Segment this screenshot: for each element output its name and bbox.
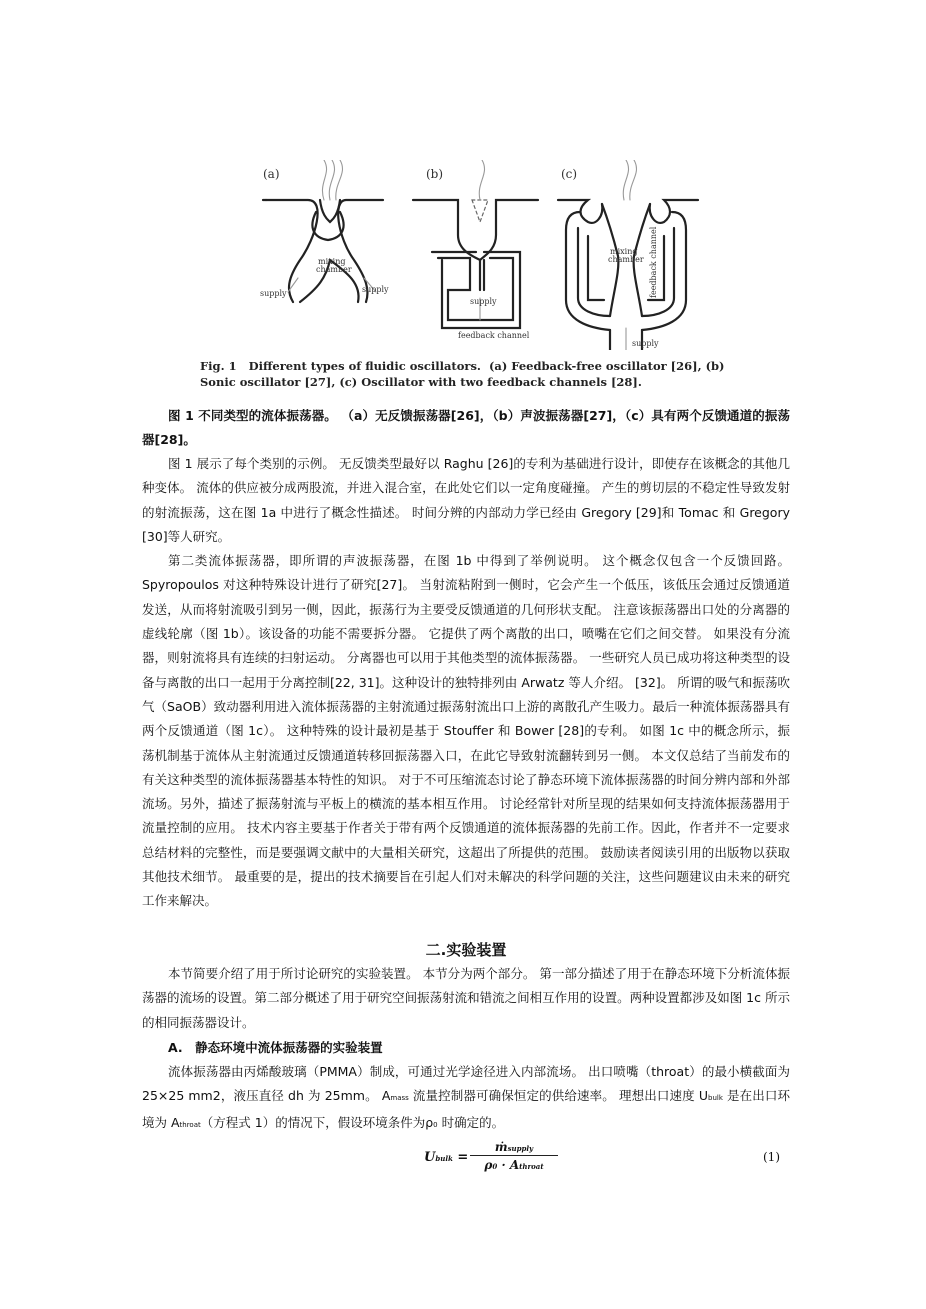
a-supply-right-label: supply bbox=[362, 285, 389, 294]
paragraph-1: 图 1 展示了每个类别的示例。 无反馈类型最好以 Raghu [26]的专利为基础进行设计，即使存在该概念的其他几种变体。 流体的供应被分成两股流，并进入混合室，在此处它们以一定角度碰撞。 产生的剪切层的不稳定性导致发射的射流振荡，这在图 1a 中进行了概念性描述。 时间分辨的内部动力学已经由 Gregory [29]和 Tomac 和 Gregory [30]等人研究。 bbox=[142, 456, 790, 544]
a-supply-left-label: supply bbox=[260, 289, 287, 298]
a-mixing-label: mixing bbox=[318, 257, 346, 266]
paragraph-2: 第二类流体振荡器，即所谓的声波振荡器，在图 1b 中得到了举例说明。 这个概念仅包含一个反馈回路。 Spyropoulos 对这种特殊设计进行了研究[27]。 当射流粘附到一侧时，它会产生一个低压，该低压会通过反馈通道发送，从而将射流吸引到另一侧，因此，振荡行为主要受反馈通道的几何形状支配。 注意该振荡器出口处的分离器的虚线轮廓（图 1b）。该设备的功能不需要拆分器。 它提供了两个离散的出口，喷嘴在它们之间交替。 如果没有分流器，则射流将具有连续的扫射运动。 分离器也可以用于其他类型的流体振荡器。 一些研究人员已成功将这种类型的设备与离散的出口一起用于分离控制[22, 31]。这种设计的独特排列由 Arwatz 等人介绍。 [32]。 所谓的吸气和振荡吹气（SaOB）致动器利用进入流体振荡器的主射流通过振荡射流出口上游的离散孔产生吸力。最后一种流体振荡器具有两个反馈通道（图 1c）。 这种特殊的设计最初是基于 Stouffer 和 Bower [28]的专利。 如图 1c 中的概念所示，振荡机制基于流体从主射流通过反馈通道转移回振荡器入口，在此它导致射流翻转到另一侧。 本文仅总结了当前发布的有关这种类型的流体振荡器基本特性的知识。 对于不可压缩流态讨论了静态环境下流体振荡器的时间分辨内部和外部流场。另外，描述了振荡射流与平板上的横流的基本相互作用。 讨论经常针对所呈现的结果如何支持流体振荡器用于流量控制的应用。 技术内容主要基于作者关于带有两个反馈通道的流体振荡器的先前工作。因此，作者并不一定要求总结材料的完整性，而是要强调文献中的大量相关研究，这超出了所提供的范围。 鼓励读者阅读引用的出版物以获取其他技术细节。 最重要的是，提出的技术摘要旨在引起人们对未解决的科学问题的关注，这些问题建议由未来的研究工作来解决。 bbox=[142, 553, 790, 909]
section-paragraph: 本节简要介绍了用于所讨论研究的实验装置。 本节分为两个部分。 第一部分描述了用于在静态环境下分析流体振荡器的流场的设置。第二部分概述了用于研究空间振荡射流和错流之间相互作用的设置。两种设置都涉及如图 1c 所示的相同振荡器设计。 bbox=[142, 966, 790, 1030]
c-chamber-label: chamber bbox=[608, 255, 644, 264]
panel-a-label: (a) bbox=[263, 167, 280, 181]
figure-caption-english bbox=[200, 358, 760, 390]
panel-b-drawing bbox=[413, 200, 538, 328]
fluidic-oscillators-diagram bbox=[258, 160, 738, 350]
subsection-paragraph: 流体振荡器由丙烯酸玻璃（PMMA）制成，可通过光学途径进入内部流场。 出口喷嘴（throat）的最小横截面为 25×25 mm2，液压直径 dh 为 25mm。 Amass 流量控制器可确保恒定的供给速率。 理想出口速度 Ubulk 是在出口环境为 Athroat（方程式 1）的情况下，假设环境条件为ρ0 时确定的。 bbox=[142, 1064, 790, 1130]
b-supply-label: supply bbox=[470, 297, 497, 306]
equation-fraction bbox=[470, 1140, 558, 1172]
section-title: 二.实验装置 bbox=[425, 941, 507, 959]
c-supply-label: supply bbox=[632, 339, 659, 348]
section-body bbox=[142, 962, 790, 1035]
caption-en-title: Different types of fluidic oscillators. bbox=[248, 359, 481, 373]
equation-lhs: Ubulk = bbox=[424, 1150, 469, 1165]
equation-numerator: ṁsupply bbox=[470, 1140, 558, 1156]
panel-c-label: (c) bbox=[561, 167, 578, 181]
caption-en-body: (a) Feedback-free oscillator [26], (b) Sonic oscillator [27], (c) Oscillator with two feedback channels [28]. bbox=[200, 359, 725, 389]
b-feedback-channel-label: feedback channel bbox=[458, 331, 530, 340]
figure-caption-chinese bbox=[142, 404, 790, 453]
c-feedback-channel-label: feedback channel bbox=[649, 226, 658, 298]
c-mixing-label: mixing bbox=[610, 247, 638, 256]
panel-b-label: (b) bbox=[426, 167, 444, 181]
body-intro bbox=[142, 452, 790, 914]
a-chamber-label: chamber bbox=[316, 265, 352, 274]
panel-c-drawing bbox=[558, 200, 698, 350]
equation-number: (1) bbox=[763, 1150, 780, 1164]
caption-en-label: Fig. 1 bbox=[200, 359, 237, 373]
equation-denominator: ρ0 · Athroat bbox=[484, 1158, 544, 1172]
equation-1 bbox=[142, 1140, 790, 1180]
figure-1 bbox=[258, 160, 738, 350]
caption-cn-text: 图 1 不同类型的流体振荡器。 （a）无反馈振荡器[26]，（b）声波振荡器[27]，（c）具有两个反馈通道的振荡器[28]。 bbox=[142, 408, 790, 448]
subsection-title: A. 静态环境中流体振荡器的实验装置 bbox=[168, 1040, 383, 1055]
subsection-body bbox=[142, 1060, 790, 1137]
